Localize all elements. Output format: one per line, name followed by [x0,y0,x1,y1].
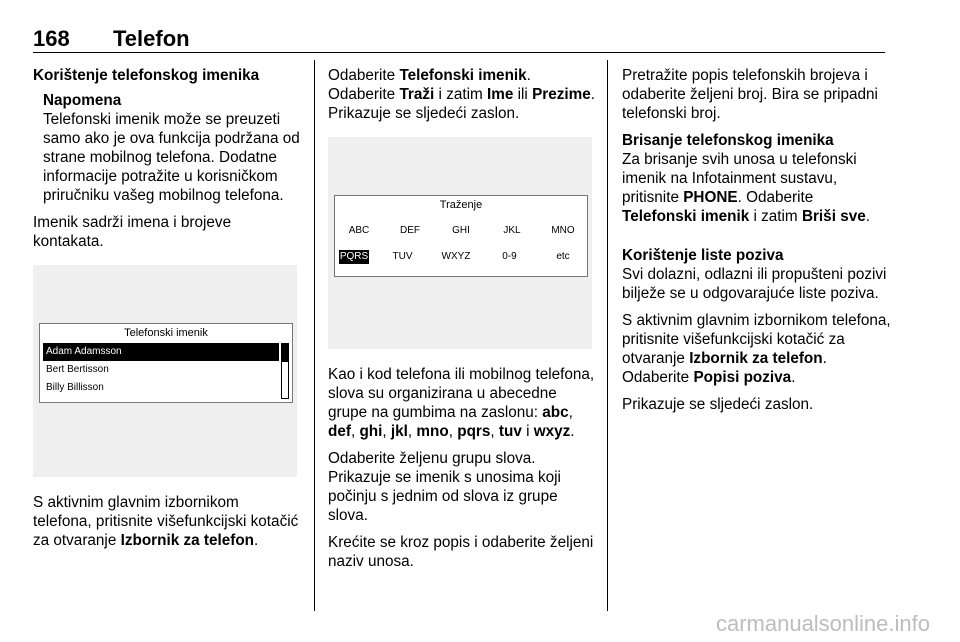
paragraph [33,493,301,550]
section-heading: Korištenje liste poziva [622,247,784,264]
text: . Odaberite [328,67,531,103]
bold-text: pqrs [457,423,491,440]
letter-group-button[interactable]: PQRS [339,251,369,262]
letter-group-row [339,250,583,264]
text: i zatim [434,86,487,103]
letter-group-button[interactable]: ABC [348,225,370,236]
bold-text: Traži [399,86,435,103]
bold-text: Telefonski imenik [622,208,750,225]
list-item: Adam Adamsson [43,343,279,361]
text: S aktivnim glavnim izbornikom telefona, pritisnite višefunkcijski kotačić za otvaranje [622,312,891,367]
bold-text: jkl [390,423,408,440]
text: Odaberite [328,67,400,84]
search-screen [334,195,588,277]
screen-title: Traženje [439,199,483,211]
column-2 [328,66,596,579]
column-divider [314,60,315,611]
text: . [254,532,259,549]
bold-text: Briši sve [801,208,866,225]
bold-text: ghi [359,423,383,440]
section-heading: Korištenje telefonskog imenika [33,67,260,84]
text: i zatim [749,208,802,225]
letter-group-button[interactable]: GHI [452,225,470,236]
screen-title: Telefonski imenik [124,327,208,339]
bold-text: Ime [487,86,514,103]
paragraph [622,311,892,387]
text: ili [513,86,533,103]
note-text: Telefonski imenik može se preuzeti samo ako je ova funkcija podržana od strane mobilnog telefona. Dodatne informacije potražite u korisničkom priručniku vašeg mobilnog telefona. [43,111,300,204]
bold-text: PHONE [683,189,738,206]
letter-group-row [339,224,583,238]
letter-group-button[interactable]: DEF [400,225,420,236]
paragraph [328,66,596,123]
text: S aktivnim glavnim izbornikom telefona, pritisnite višefunkcijski kotačić za otvaranje [33,494,299,549]
bold-text: Telefonski imenik [399,67,527,84]
note-box [33,91,301,205]
watermark: carmanualsonline.info [715,611,930,636]
bold-text: Popisi poziva [693,369,792,386]
letter-group-button[interactable]: 0-9 [502,251,517,262]
contact-list [43,343,279,397]
letter-group-button[interactable]: JKL [503,225,521,236]
bold-text: tuv [498,423,522,440]
column-divider [607,60,608,611]
chapter-title: Telefon [113,26,190,51]
page-header [33,26,885,53]
paragraph: Pretražite popis telefonskih brojeva i odaberite željeni broj. Bira se pripadni telefonski broj. [622,67,878,122]
text: Za brisanje svih unosa u telefonski imenik na Infotainment sustavu, pritisnite [622,151,857,206]
scrollbar-thumb [282,344,288,362]
letter-group-button[interactable]: WXYZ [441,251,471,262]
paragraph: Imenik sadrži imena i brojeve kontakata. [33,214,232,250]
phonebook-screen [39,323,293,403]
list-item: Bert Bertisson [46,364,109,375]
text: . [865,208,870,225]
text: . [791,369,796,386]
bold-text: wxyz [533,423,571,440]
letter-group-button[interactable]: etc [556,251,570,262]
paragraph [622,150,892,226]
paragraph: Krećite se kroz popis i odaberite željeni naziv unosa. [328,534,594,570]
paragraph: Svi dolazni, odlazni ili propušteni pozivi bilježe se u odgovarajuće liste poziva. [622,266,887,302]
list-item: Billy Billisson [46,382,104,393]
paragraph: Kao i kod telefona ili mobilnog telefona, slova su organizirana u abecedne grupe na gumbima na zaslonu: abc, def, ghi, jkl, mno, pqrs, tuv i wxyz. [328,366,595,440]
bold-text: def [328,423,351,440]
bold-text: abc [542,404,569,421]
paragraph: Prikazuje se sljedeći zaslon. [622,396,814,413]
note-title: Napomena [43,92,122,109]
column-1 [33,66,301,558]
letter-group-button[interactable]: MNO [551,225,575,236]
text: . Odaberite [622,350,827,386]
paragraph: Odaberite željenu grupu slova. Prikazuje se imenik s unosima koji počinju s jednim od slova iz grupe slova. [328,450,561,524]
text: . Prikazuje se sljedeći zaslon. [328,86,595,122]
text: Kao i kod telefona ili mobilnog telefona, slova su organizirana u abecedne grupe na gumbima na zaslonu: [328,366,595,421]
text: . Odaberite [737,189,814,206]
bold-text: Izbornik za telefon [689,350,823,367]
section-heading: Brisanje telefonskog imenika [622,132,834,149]
bold-text: Izbornik za telefon [120,532,255,549]
column-3 [622,66,892,422]
search-screen-figure [328,137,592,349]
page-number: 168 [33,26,70,51]
phonebook-screen-figure [33,265,297,477]
letter-group-button[interactable]: TUV [392,251,413,262]
bold-text: Prezime [532,86,591,103]
bold-text: mno [416,423,449,440]
letter-group-grid [339,224,583,276]
scrollbar [281,343,289,399]
